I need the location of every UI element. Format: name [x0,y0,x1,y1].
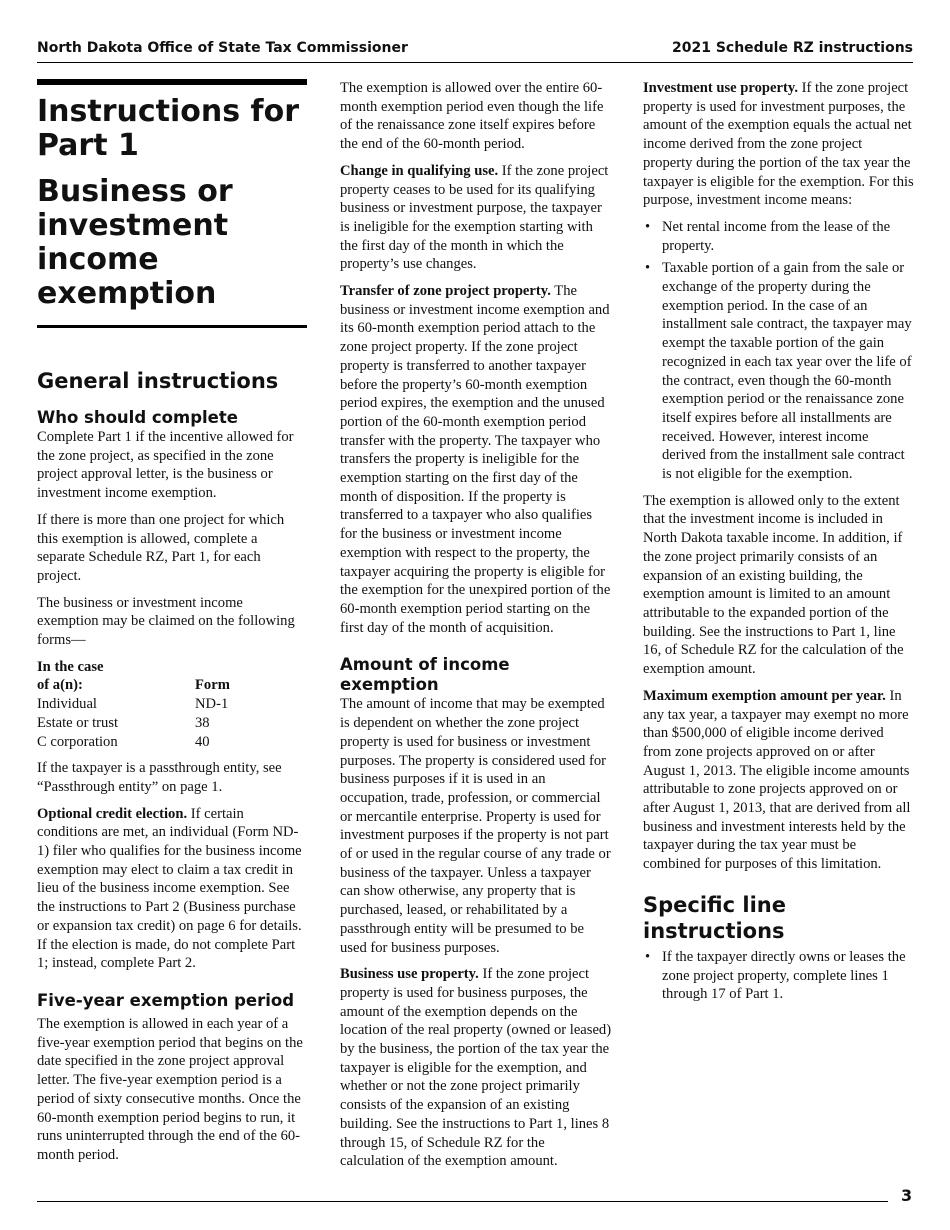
title-line-1: Instructions for Part 1 [37,94,300,163]
table-head-form: Form [195,677,230,694]
transfer-label: Transfer of zone project property. [340,283,551,300]
maximum-exemption-paragraph [643,687,915,874]
column-2 [340,79,612,1179]
transfer-text: The business or investment income exemption and its 60-month exemption period attach to the zone project property. If the zone project property is transferred to another taxpayer before the property’s 60-month exemption period expires, the exemption and the unused portion of the 60-month exemption period transfer with the property. The taxpayer who transfers the property is ineligible for the exemption starting on the first day of the month of disposition. If the property is transferred to a taxpayer who also qualifies for the business or investment income exemption with respect to the property, the taxpayer acquiring the property is eligible for the exemption for the unexpired portion of the 60-month exemption period starting on the first day of the month of acquisition. [340,283,611,636]
column-1 [37,79,307,1173]
forms-table [37,658,230,752]
amount-heading: Amount of income exemption [340,655,510,695]
title-line-2: Business or investment income exemption [37,174,233,311]
table-cell-form: 40 [195,733,210,750]
table-row [37,714,230,733]
table-row [37,733,230,752]
transfer-paragraph [340,282,612,637]
business-use-text: If the zone project property is used for business purposes, the amount of the exemption depends on the location of the real property (owned or leased) by the business, the portion of the tax year the taxpayer is eligible for the exemption, and whether or not the zone project primarily consists of the expansion of an existing building. See the instructions to Part 1, lines 8 through 15, of Schedule RZ for the calculation of the exemption amount. [340,966,612,1170]
header-agency: North Dakota Office of State Tax Commissioner [37,40,408,56]
investment-income-list [643,218,915,484]
page-header [37,40,913,63]
list-item: • Taxable portion of a gain from the sale or exchange of the property during the exemption period. In the case of an installment sale contract, the taxpayer may exempt the taxable portion of the gain recognized in each tax year over the life of the contract, even though the 60-month exemption period or the renaissance zone itself expires before all installments are received. However, interest income derived from the installment sale contract is not eligible for the exemption. [643,259,915,483]
exemption-allowed-paragraph: The exemption is allowed only to the extent that the investment income is included in North Dakota taxable income. In addition, if the zone project primarily consists of an expansion of an existing building, the exemption amount is limited to an amount attributable to the expanded portion of the building. See the instructions to Part 1, line 16, of Schedule RZ for the calculation of the exemption amount. [643,492,904,678]
five-year-heading: Five-year exemption period [37,990,295,1010]
footer-rule [37,1201,888,1202]
specific-line-heading: Specific line instructions [643,892,786,943]
table-cell-entity: Individual [37,696,97,713]
change-use-text: If the zone project property ceases to be used for its qualifying business or investment purpose, the taxpayer is ineligible for the exemption starting with the first day of the month in which the property’s use changes. [340,162,609,273]
amount-paragraph-1: The amount of income that may be exempted is dependent on whether the zone project property is used for business or investment purposes. The property is considered used for business purposes if it is used in an occupation, trade, profession, or commercial or mercantile enterprise. Property is used for investment purposes if the property is not part of or used in the regular course of any trade or business of the taxpayer. Unless a taxpayer can show otherwise, any property that is purchased, leased, or rehabilitated by a passthrough entity will be presumed to be used for business purposes. [340,696,611,956]
table-cell-entity: Estate or trust [37,714,119,731]
business-use-label: Business use property. [340,966,479,983]
general-paragraph-2: If there is more than one project for which this exemption is allowed, complete a separate Schedule RZ, Part 1, for each project. [37,511,285,584]
five-year-paragraph-2: The exemption is allowed over the entire 60-month exemption period even though the life of the renaissance zone itself expires before the end of the 60-month period. [340,80,604,153]
investment-use-text: If the zone project property is used for investment purposes, the amount of the exemption equals the actual net income derived from the zone project property during the portion of the tax year the taxpayer is eligible for the exemption. For this purpose, investment income means: [643,80,914,209]
table-head-case: In the case [37,658,104,675]
table-cell-form: ND-1 [195,696,229,713]
maximum-exemption-text: In any tax year, a taxpayer may exempt no more than $500,000 of eligible income derived from zone projects approved on or after August 1, 2013. The eligible income amounts attributable to zone projects approved on or after August 1, 2013, that are derived from all business and investment interests held by the taxpayer during the tax year must be combined for purposes of this limitation. [643,687,911,873]
optional-credit-paragraph [37,805,307,973]
page-number: 3 [901,1186,913,1205]
list-item: • If the taxpayer directly owns or leases the zone project property, complete lines 1 through 17 of Part 1. [643,948,915,1004]
table-row [37,695,230,714]
five-year-paragraph-1: The exemption is allowed in each year of a five-year exemption period that begins on the date specified in the zone project approval letter. The five-year exemption period is a period of sixty consecutive months. Once the 60-month exemption period begins to run, it runs uninterrupted through the end of the 60-month period. [37,1015,303,1163]
table-head-of: of a(n): [37,677,83,694]
table-cell-entity: C corporation [37,733,118,750]
maximum-exemption-label: Maximum exemption amount per year. [643,687,886,704]
investment-use-paragraph [643,79,915,210]
general-paragraph-3: The business or investment income exemption may be claimed on the following forms— [37,594,295,649]
header-document-title: 2021 Schedule RZ instructions [671,40,913,56]
table-cell-form: 38 [195,714,210,731]
title-block [37,79,307,328]
business-use-paragraph [340,965,612,1171]
optional-credit-text: If certain conditions are met, an individual (Form ND-1) filer who qualifies for the business income exemption may elect to claim a tax credit in lieu of the business income exemption. See the instructions to Part 2 (Business purchase or expansion tax credit) on page 6 for details. If the election is made, do not complete Part 1; instead, complete Part 2. [37,805,302,972]
optional-credit-label: Optional credit election. [37,805,188,822]
investment-use-label: Investment use property. [643,80,798,96]
list-item: • Net rental income from the lease of the property. [643,218,915,255]
change-use-paragraph [340,162,612,274]
forms-table-header [37,658,230,695]
change-use-label: Change in qualifying use. [340,162,499,179]
who-should-complete-heading: Who should complete [37,408,238,427]
general-instructions-heading: General instructions [37,369,279,393]
column-3 [643,79,915,1012]
specific-line-list [643,948,915,1004]
general-paragraph-4: If the taxpayer is a passthrough entity, see “Passthrough entity” on page 1. [37,760,282,795]
general-paragraph-1: Complete Part 1 if the incentive allowed for the zone project, as specified in the zone project approval letter, is the business or investment income exemption. [37,429,294,502]
